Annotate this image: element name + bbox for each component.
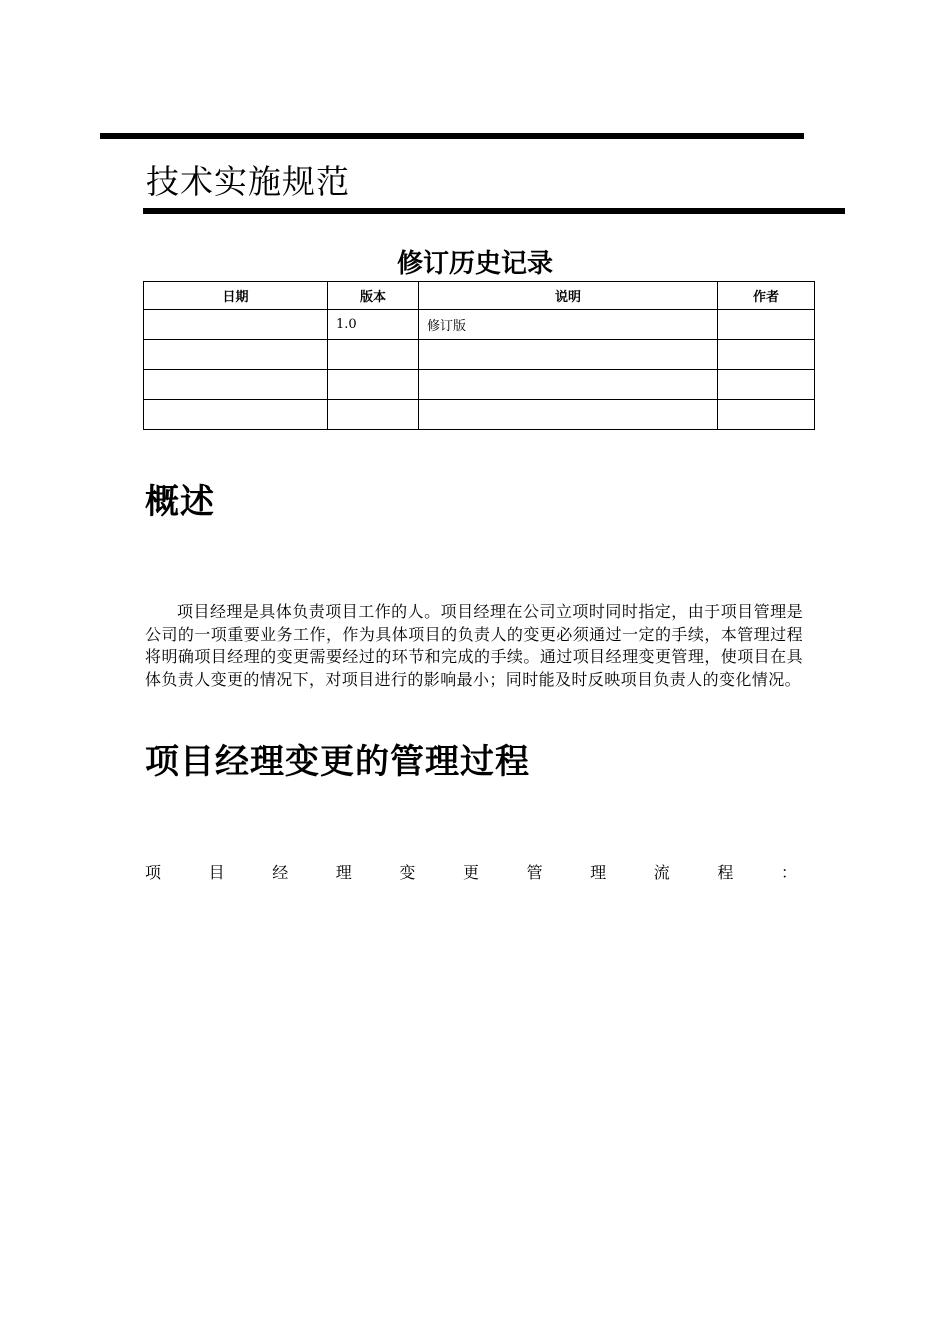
process-heading: 项目经理变更的管理过程 <box>145 742 530 782</box>
flow-label-char: 流 <box>653 863 670 882</box>
column-header-date: 日期 <box>144 282 328 310</box>
cell-description <box>419 400 718 430</box>
cell-description: 修订版 <box>419 310 718 340</box>
cell-description <box>419 370 718 400</box>
flow-label-char: 理 <box>590 863 607 882</box>
flow-label-char: ： <box>780 863 797 882</box>
table-header-row <box>144 282 815 310</box>
cell-description <box>419 340 718 370</box>
flow-label-char: 管 <box>526 863 543 882</box>
revision-history-table <box>143 281 815 430</box>
table-row <box>144 400 815 430</box>
table-row <box>144 370 815 400</box>
column-header-description: 说明 <box>419 282 718 310</box>
column-header-author: 作者 <box>718 282 815 310</box>
flow-label-char: 项 <box>145 863 162 882</box>
cell-date <box>144 310 328 340</box>
title-rule <box>143 208 845 214</box>
flow-label-char: 经 <box>272 863 289 882</box>
overview-paragraph: 项目经理是具体负责项目工作的人。项目经理在公司立项时同时指定，由于项目管理是公司的一项重要业务工作，作为具体项目的负责人的变更必须通过一定的手续，本管理过程将明确项目经理的变更需要经过的环节和完成的手续。通过项目经理变更管理，使项目在具体负责人变更的情况下，对项目进行的影响最小；同时能及时反映项目负责人的变化情况。 <box>145 602 803 689</box>
flow-label-char: 目 <box>208 863 225 882</box>
table-row <box>144 310 815 340</box>
column-header-version: 版本 <box>328 282 419 310</box>
cell-author <box>718 340 815 370</box>
overview-heading: 概述 <box>145 482 215 522</box>
cell-version: 1.0 <box>328 310 419 340</box>
process-flow-label <box>145 862 797 884</box>
top-rule <box>100 133 804 139</box>
flow-label-char: 更 <box>462 863 479 882</box>
cell-date <box>144 340 328 370</box>
cell-date <box>144 400 328 430</box>
cell-author <box>718 370 815 400</box>
cell-author <box>718 400 815 430</box>
cell-version <box>328 400 419 430</box>
table-row <box>144 340 815 370</box>
cell-date <box>144 370 328 400</box>
cell-author <box>718 310 815 340</box>
cell-version <box>328 370 419 400</box>
revision-history-heading: 修订历史记录 <box>396 249 553 279</box>
flow-label-char: 程 <box>717 863 734 882</box>
flow-label-char: 理 <box>335 863 352 882</box>
document-title: 技术实施规范 <box>146 162 350 201</box>
flow-label-char: 变 <box>399 863 416 882</box>
cell-version <box>328 340 419 370</box>
